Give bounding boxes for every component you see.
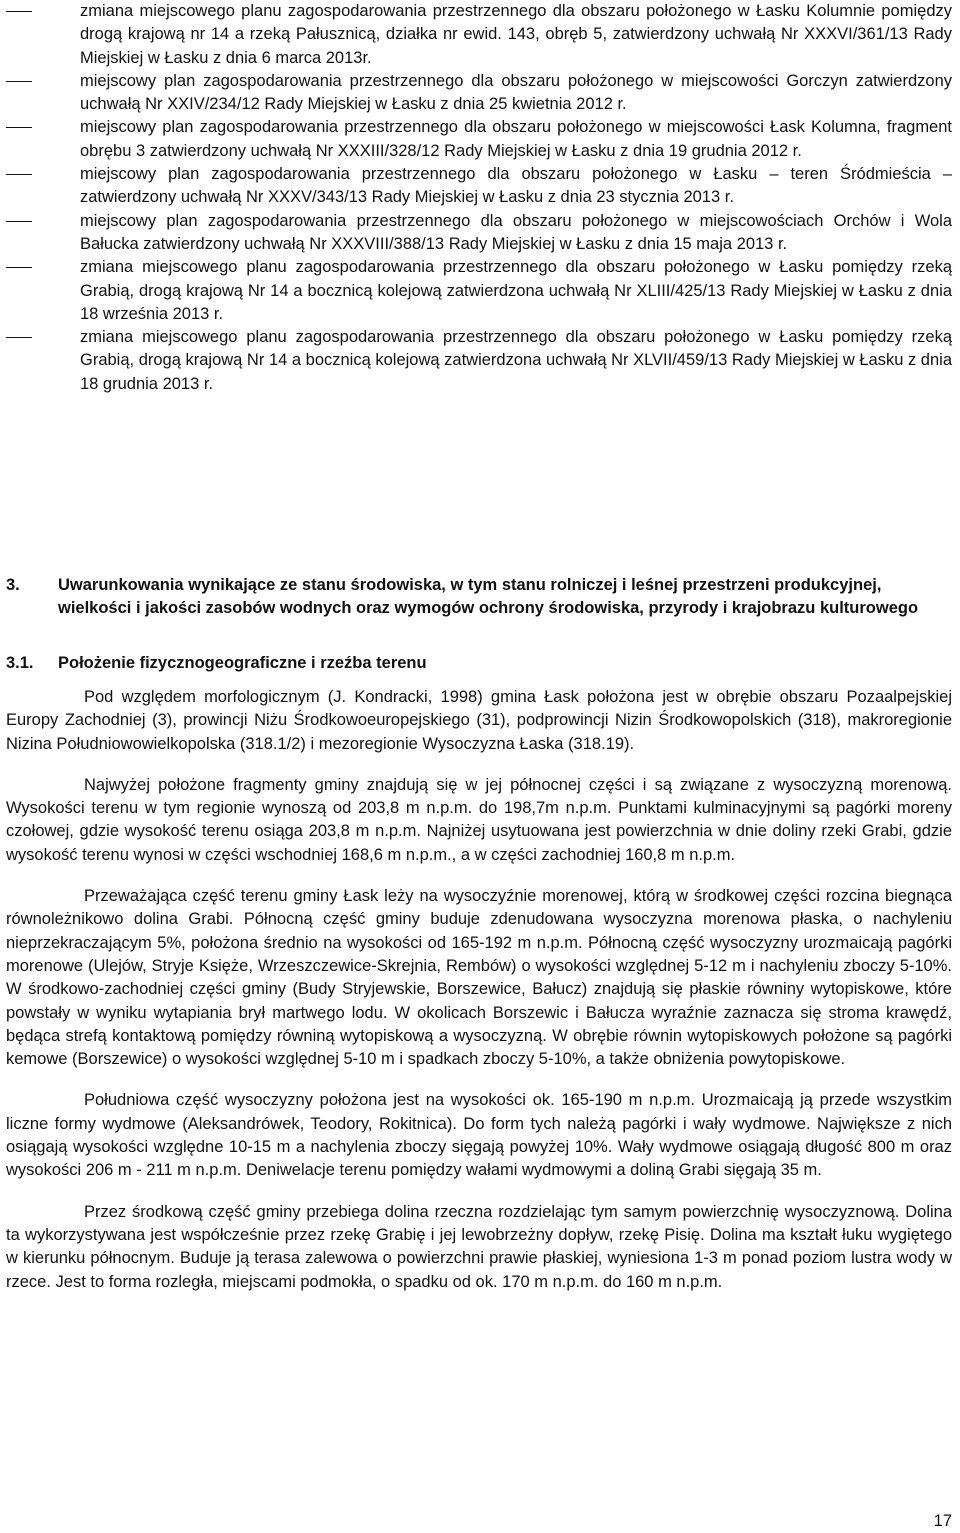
list-item-text: zmiana miejscowego planu zagospodarowania przestrzennego dla obszaru położonego w Łasku pomiędzy rzeką Grabią, drogą krajową Nr 14 a bocznicą kolejową zatwierdzona uchwałą Nr XLVII/459/13 Rady Miejskiej w Łasku z dnia 18 grudnia 2013 r. [80, 328, 952, 393]
dash-bullet-icon [6, 127, 32, 128]
plan-list [0, 0, 960, 396]
list-item [0, 116, 960, 163]
list-item-text: miejscowy plan zagospodarowania przestrzennego dla obszaru położonego w Łasku – teren Śródmieścia – zatwierdzony uchwałą Nr XXXV/343/13 Rady Miejskiej w Łasku z dnia 23 stycznia 2013 r. [80, 165, 952, 207]
paragraph: Południowa część wysoczyzny położona jest na wysokości ok. 165-190 m n.p.m. Urozmaicają ją przede wszystkim liczne formy wydmowe (Aleksandrówek, Teodory, Rokitnica). Do form tych należą pagórki i wały wydmowe. Największe z nich osiągają wysokości względne 10-15 m a nachylenia zboczy sięgają powyżej 10%. Wały wydmowe osiągają długość 800 m oraz wysokości 206 m - 211 m n.p.m. Deniwelacje terenu pomiędzy wałami wydmowymi a doliną Grabi sięgają 35 m. [6, 1091, 952, 1180]
body-text [0, 686, 960, 1294]
section-3-1 [0, 652, 960, 675]
list-item [0, 70, 960, 117]
list-item [0, 256, 960, 326]
section-3 [0, 574, 960, 621]
paragraph: Przeważająca część terenu gminy Łask leży na wysoczyźnie morenowej, którą w środkowej części rozcina biegnąca równoleżnikowo dolina Grabi. Północną część gminy buduje zdenudowana wysoczyzna morenowa płaska, o nachyleniu nieprzekraczającym 5%, położona średnio na wysokości od 165-192 m n.p.m. Północną część wysoczyzny urozmaicają pagórki morenowe (Ulejów, Stryje Księże, Wrzeszczewice-Skrejnia, Rembów) o wysokości względnej 5-12 m i nachyleniu zboczy 5-10%. W środkowo-zachodniej części gminy (Budy Stryjewskie, Borszewice, Bałucz) znajdują się płaskie równiny wytopiskowe, które powstały w wyniku wytapiania brył martwego lodu. W okolicach Borszewic i Bałucza wyraźnie zaznacza się stroma krawędź, będąca strefą kontaktową pomiędzy równiną wytopiskową a wysoczyzną. W obrębie równin wytopiskowych położone są pagórki kemowe (Borszewice) o wysokości względnej 5-10 m i spadkach zboczy 5-10%, a także obniżenia powytopiskowe. [6, 887, 952, 1069]
dash-bullet-icon [6, 221, 32, 222]
list-item-text: zmiana miejscowego planu zagospodarowania przestrzennego dla obszaru położonego w Łasku Kolumnie pomiędzy drogą krajową nr 14 a rzeką Pałusznicą, działka nr ewid. 143, obręb 5, zatwierdzony uchwałą Nr XXXVI/361/13 Rady Miejskiej w Łasku z dnia 6 marca 2013r. [80, 2, 952, 67]
section-3-1-heading [0, 652, 960, 675]
list-item-text: zmiana miejscowego planu zagospodarowania przestrzennego dla obszaru położonego w Łasku pomiędzy rzeką Grabią, drogą krajową Nr 14 a bocznicą kolejową zatwierdzona uchwałą Nr XLIII/425/13 Rady Miejskiej w Łasku z dnia 18 września 2013 r. [80, 258, 952, 323]
section-3-1-title: Położenie fizycznogeograficzne i rzeźba terenu [58, 654, 427, 672]
dash-bullet-icon [6, 81, 32, 82]
list-item-text: miejscowy plan zagospodarowania przestrzennego dla obszaru położonego w miejscowości Gorczyn zatwierdzony uchwałą Nr XXIV/234/12 Rady Miejskiej w Łasku z dnia 25 kwietnia 2012 r. [80, 71, 952, 114]
dash-bullet-icon [6, 267, 32, 268]
paragraph: Najwyżej położone fragmenty gminy znajdują się w jej północnej części i są związane z wysoczyzną morenową. Wysokości terenu w tym regionie wynoszą od 203,8 m n.p.m. do 198,7m n.p.m. Punktami kulminacyjnymi są pagórki moreny czołowej, gdzie wysokość terenu osiąga 203,8 m n.p.m. Najniżej usytuowana jest powierzchnia w dnie doliny rzeki Grabi, gdzie wysokość terenu wynosi w części wschodniej 168,6 m n.p.m., a w części zachodniej 160,8 m n.p.m. [6, 775, 952, 864]
page-number: 17 [933, 1512, 952, 1530]
dash-bullet-icon [6, 337, 32, 338]
section-3-number: 3. [6, 576, 20, 594]
dash-bullet-icon [6, 11, 32, 12]
paragraph: Przez środkową część gminy przebiega dolina rzeczna rozdzielając tym samym powierzchnię wysoczyznową. Dolina ta wykorzystywana jest współcześnie przez rzekę Grabię i jej lewobrzeżny dopływ, rzekę Pisię. Dolina ma kształt łuku wygiętego w kierunku północnym. Buduje ją terasa zalewowa o powierzchni prawie płaskiej, wyniesiona 1-3 m ponad poziom lustra wody w rzece. Jest to forma rozległa, miejscami podmokła, o spadku od ok. 170 m n.p.m. do 160 m n.p.m. [6, 1202, 952, 1291]
list-item [0, 210, 960, 257]
section-3-heading [0, 574, 960, 621]
dash-bullet-icon [6, 174, 32, 175]
paragraph: Pod względem morfologicznym (J. Kondracki, 1998) gmina Łask położona jest w obrębie obszaru Pozaalpejskiej Europy Zachodniej (3), prowincji Niżu Środkowoeuropejskiego (31), podprowincji Nizin Środkowopolskich (318), makroregionie Nizina Południowowielkopolska (318.1/2) i mezoregionie Wysoczyzna Łaska (318.19). [6, 688, 952, 753]
list-item-text: miejscowy plan zagospodarowania przestrzennego dla obszaru położonego w miejscowości Łask Kolumna, fragment obrębu 3 zatwierdzony uchwałą Nr XXXIII/328/12 Rady Miejskiej w Łasku z dnia 19 grudnia 2012 r. [80, 118, 952, 160]
list-item [0, 326, 960, 396]
list-item [0, 163, 960, 210]
section-3-1-number: 3.1. [6, 654, 34, 672]
list-item-text: miejscowy plan zagospodarowania przestrzennego dla obszaru położonego w miejscowościach Orchów i Wola Bałucka zatwierdzony uchwałą Nr XXXVIII/388/13 Rady Miejskiej w Łasku z dnia 15 maja 2013 r. [80, 211, 952, 253]
section-3-title: Uwarunkowania wynikające ze stanu środowiska, w tym stanu rolniczej i leśnej przestrzeni produkcyjnej, wielkości i jakości zasobów wodnych oraz wymogów ochrony środowiska, przyrody i krajobrazu kulturowego [58, 576, 919, 618]
list-item [0, 0, 960, 70]
